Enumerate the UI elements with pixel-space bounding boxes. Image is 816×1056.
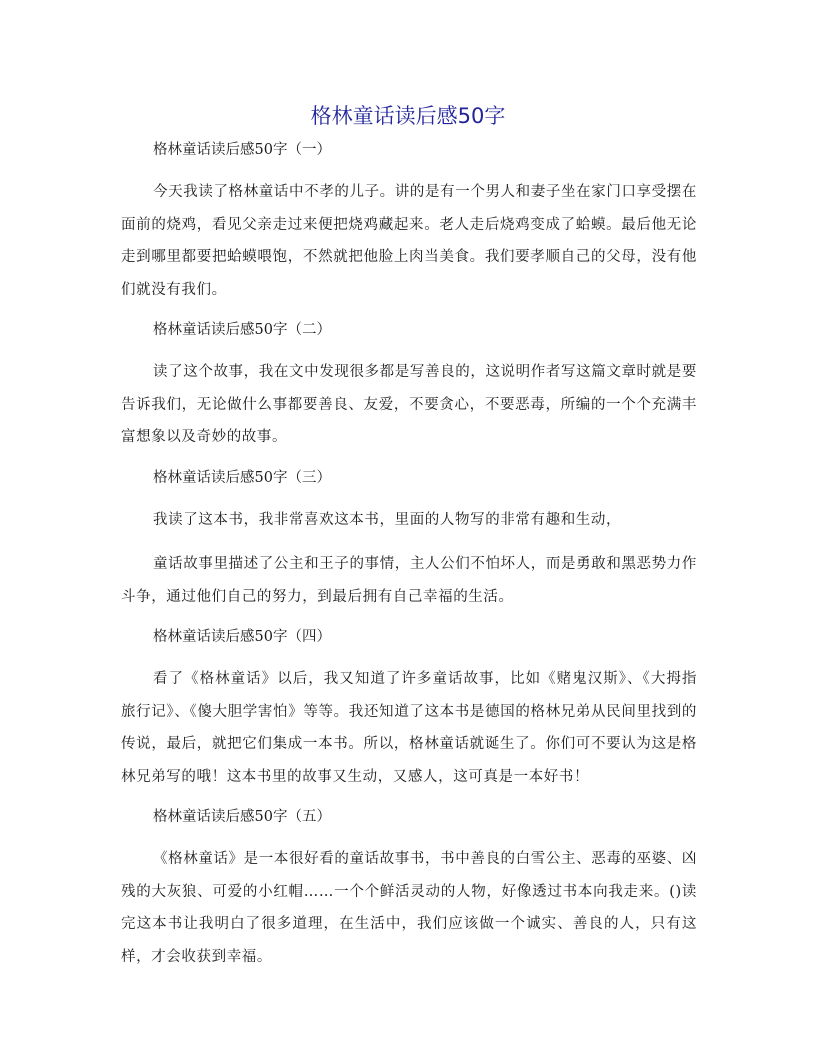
section-4-paragraph: 看了《格林童话》以后，我又知道了许多童话故事，比如《赌鬼汉斯》、《大拇指旅行记》、《傻大胆学害怕》等等。我还知道了这本书是德国的格林兄弟从民间里找到的传说，最后，就把它们集成一本书。所以，格林童话就诞生了。你们可不要认为这是格林兄弟写的哦！这本书里的故事又生动，又感人，这可真是一本好书！ xyxy=(121,671,697,785)
section-heading-5: 格林童话读后感50字（五） xyxy=(153,809,331,825)
section-heading-4: 格林童话读后感50字（四） xyxy=(153,629,331,645)
section-heading-1: 格林童话读后感50字（一） xyxy=(153,142,331,158)
section-heading-3: 格林童话读后感50字（三） xyxy=(153,469,331,486)
section-heading-2: 格林童话读后感50字（二） xyxy=(153,322,331,338)
section-1-paragraph: 今天我读了格林童话中不孝的儿子。讲的是有一个男人和妻子坐在家门口享受摆在面前的烧鸡，看见父亲走过来便把烧鸡藏起来。老人走后烧鸡变成了蛤蟆。最后他无论走到哪里都要把蛤蟆喂饱，不然就把他脸上肉当美食。我们要孝顺自己的父母，没有他们就没有我们。 xyxy=(121,184,697,298)
document-title: 格林童话读后感50字 xyxy=(310,104,506,128)
section-3-paragraph-1: 我读了这本书，我非常喜欢这本书，里面的人物写的非常有趣和生动， xyxy=(153,511,622,528)
section-3-paragraph-2: 童话故事里描述了公主和王子的事情，主人公们不怕坏人，而是勇敢和黑恶势力作斗争，通过他们自己的努力，到最后拥有自己幸福的生活。 xyxy=(121,556,697,605)
section-2-paragraph: 读了这个故事，我在文中发现很多都是写善良的，这说明作者写这篇文章时就是要告诉我们，无论做什么事都要善良、友爱，不要贪心，不要恶毒，所编的一个个充满丰富想象以及奇妙的故事。 xyxy=(121,364,697,445)
document-body xyxy=(121,138,697,973)
section-5-paragraph: 《格林童话》是一本很好看的童话故事书，书中善良的白雪公主、恶毒的巫婆、凶残的大灰狼、可爱的小红帽……一个个鲜活灵动的人物，好像透过书本向我走来。()读完这本书让我明白了很多道理，在生活中，我们应该做一个诚实、善良的人，只有这样，才会收获到幸福。 xyxy=(121,851,697,965)
